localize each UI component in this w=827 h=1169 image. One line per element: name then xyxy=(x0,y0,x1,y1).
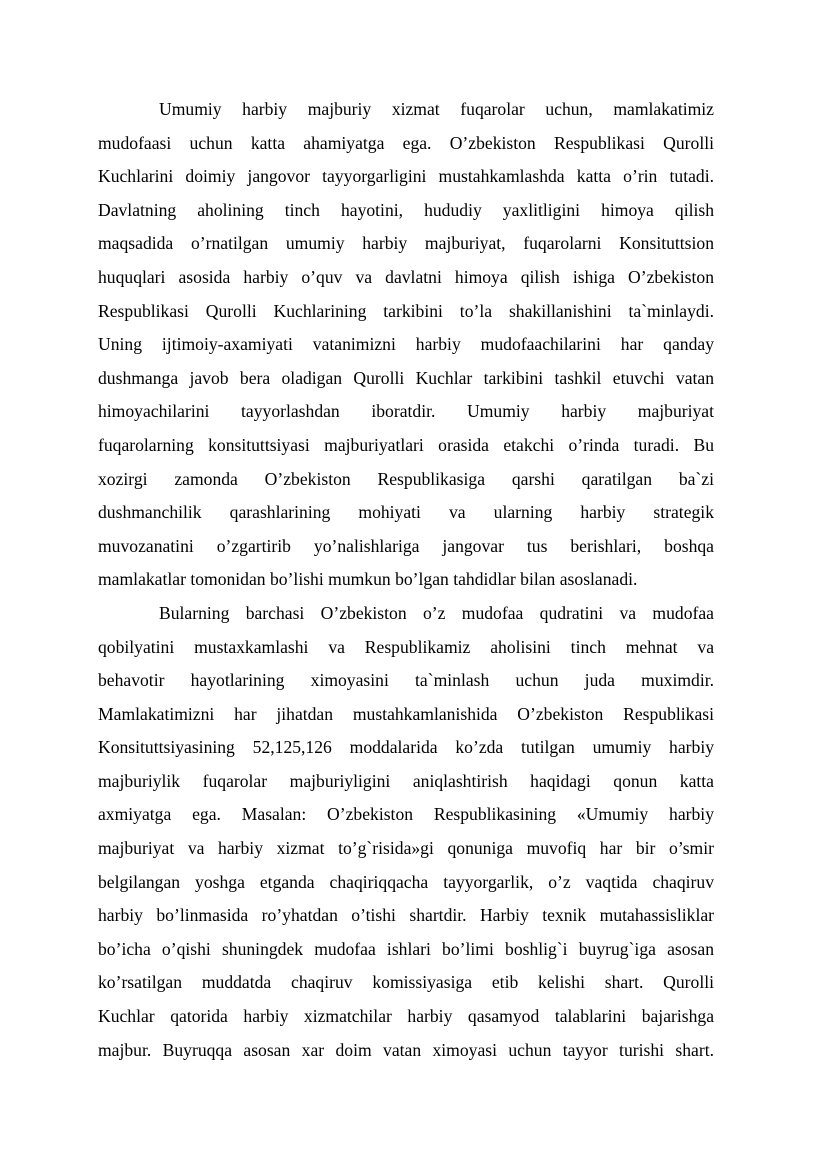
text-line: Kuchlar qatorida harbiy xizmatchilar harbiy qasamyod talablarini bajarishga xyxy=(98,1006,714,1027)
text-line: Davlatning aholining tinch hayotini, hududiy yaxlitligini himoya qilish xyxy=(98,199,714,220)
text-line: Respublikasi Qurolli Kuchlarining tarkibini to’la shakillanishini ta`minlaydi. xyxy=(98,300,714,321)
text-line: qobilyatini mustaxkamlashi va Respublikamiz aholisini tinch mehnat va xyxy=(98,636,714,657)
text-line: maqsadida o’rnatilgan umumiy harbiy majburiyat, fuqarolarni Konsituttsion xyxy=(98,233,714,254)
document-body xyxy=(98,93,714,1067)
text-line: majburiyat va harbiy xizmat to’g`risida»gi qonuniga muvofiq har bir o’smir xyxy=(98,838,714,859)
text-line: huquqlari asosida harbiy o’quv va davlatni himoya qilish ishiga O’zbekiston xyxy=(98,266,714,287)
text-line: behavotir hayotlarining ximoyasini ta`minlash uchun juda muximdir. xyxy=(98,670,714,691)
text-line: mudofaasi uchun katta ahamiyatga ega. O’zbekiston Respublikasi Qurolli xyxy=(98,132,714,153)
text-line: dushmanga javob bera oladigan Qurolli Kuchlar tarkibini tashkil etuvchi vatan xyxy=(98,367,714,388)
text-line: belgilangan yoshga etganda chaqiriqqacha tayyorgarlik, o’z vaqtida chaqiruv xyxy=(98,871,714,892)
text-line: harbiy bo’linmasida ro’yhatdan o’tishi shartdir. Harbiy texnik mutahassisliklar xyxy=(98,905,714,926)
text-line: himoyachilarini tayyorlashdan iboratdir. Umumiy harbiy majburiyat xyxy=(98,401,714,422)
paragraph-2 xyxy=(98,597,714,1067)
text-line: mamlakatlar tomonidan bo’lishi mumkun bo’lgan tahdidlar bilan asoslanadi. xyxy=(98,569,638,590)
text-line: Mamlakatimizni har jihatdan mustahkamlanishida O’zbekiston Respublikasi xyxy=(98,703,714,724)
text-line: muvozanatini o’zgartirib yo’nalishlariga jangovar tus berishlari, boshqa xyxy=(98,535,714,556)
text-line: Konsituttsiyasining 52,125,126 moddalarida ko’zda tutilgan umumiy harbiy xyxy=(98,737,714,758)
text-line: majburiylik fuqarolar majburiyligini aniqlashtirish haqidagi qonun katta xyxy=(98,770,714,791)
text-line: axmiyatga ega. Masalan: O’zbekiston Respublikasining «Umumiy harbiy xyxy=(98,804,714,825)
text-line: ko’rsatilgan muddatda chaqiruv komissiyasiga etib kelishi shart. Qurolli xyxy=(98,972,714,993)
text-line: fuqarolarning konsituttsiyasi majburiyatlari orasida etakchi o’rinda turadi. Bu xyxy=(98,434,714,455)
text-line: Umumiy harbiy majburiy xizmat fuqarolar uchun, mamlakatimiz xyxy=(159,99,714,119)
text-line: bo’icha o’qishi shuningdek mudofaa ishlari bo’limi boshlig`i buyrug`iga asosan xyxy=(98,938,714,959)
text-line: majbur. Buyruqqa asosan xar doim vatan ximoyasi uchun tayyor turishi shart. xyxy=(98,1039,714,1060)
text-line: Bularning barchasi O’zbekiston o’z mudofaa qudratini va mudofaa xyxy=(159,602,714,623)
text-line: Uning ijtimoiy-axamiyati vatanimizni harbiy mudofaachilarini har qanday xyxy=(98,334,714,355)
text-line: xozirgi zamonda O’zbekiston Respublikasiga qarshi qaratilgan ba`zi xyxy=(98,468,714,489)
paragraph-1 xyxy=(98,93,714,597)
text-line: Kuchlarini doimiy jangovor tayyorgarligini mustahkamlashda katta o’rin tutadi. xyxy=(98,166,714,187)
text-line: dushmanchilik qarashlarining mohiyati va ularning harbiy strategik xyxy=(98,502,714,523)
